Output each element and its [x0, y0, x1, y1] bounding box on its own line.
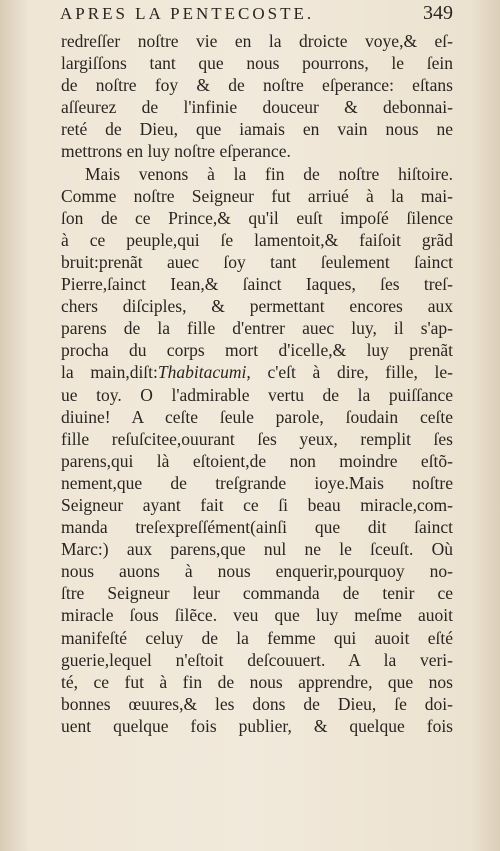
text-line: guerie,lequel n'eſtoit deſcouuert. A la veri-: [61, 649, 453, 670]
text-line: aſſeurez de l'infinie douceur & debonnai-: [61, 97, 453, 118]
page-header: [60, 2, 453, 28]
text-line: Seigneur ayant fait ce ſi beau miracle,com-: [61, 494, 453, 515]
text-line: manifeſté celuy de la femme qui auoit eſté: [61, 627, 453, 648]
running-title: APRES LA PENTECOSTE.: [60, 4, 315, 23]
text-line: à ce peuple,qui ſe lamentoit,& faiſoit grãd: [61, 229, 453, 250]
text-line: mettrons en luy noſtre eſperance.: [61, 141, 291, 162]
text-line: ſtre Seigneur leur commanda de tenir ce: [61, 583, 453, 604]
text-line: reté de Dieu, que iamais en vain nous ne: [61, 119, 453, 140]
text-line: Pierre,ſainct Iean,& ſainct Iaques, ſes treſ-: [61, 274, 453, 295]
text-line: bruit:prenãt auec ſoy tant ſeulement ſainct: [61, 251, 453, 272]
text-line: parens de la fille d'entrer auec luy, il s'ap-: [61, 318, 453, 339]
text-line-with-quote: [61, 361, 453, 383]
text-line-lead: la main,diſt:: [61, 362, 158, 383]
text-line: parens,qui là eſtoient,de non moindre eſtõ-: [61, 450, 453, 471]
text-line: redreſſer noſtre vie en la droicte voye,& eſ-: [61, 31, 453, 51]
text-line: fille reſuſcitee,ouurant ſes yeux, remplit ſes: [61, 428, 453, 449]
text-line: té, ce fut à fin de nous apprendre, que nos: [61, 671, 453, 692]
text-line: de noſtre foy & de noſtre eſperance: eſtans: [61, 75, 453, 96]
aramaic-quote: Thabitacumi,: [157, 362, 251, 383]
text-line: uent quelque fois publier, & quelque fois: [61, 715, 453, 736]
text-line: ue toy. O l'admirable vertu de la puiſſance: [61, 384, 453, 405]
page-number: 349: [423, 2, 453, 24]
paragraph-first-line: Mais venons à la fin de noſtre hiſtoire.: [85, 163, 453, 184]
text-line: diuine! A ceſte ſeule parole, ſoudain ceſte: [61, 406, 453, 427]
text-line: ſon de ce Prince,& qu'il euſt impoſé ſilence: [61, 207, 453, 228]
text-line: nous auons à nous enquerir,pourquoy no-: [61, 561, 453, 582]
text-line: nement,que de treſgrande ioye.Mais noſtre: [61, 472, 453, 493]
text-line: Comme noſtre Seigneur fut arriué à la mai-: [61, 185, 453, 206]
body-text: [61, 30, 453, 737]
text-line: bonnes œuures,& les dons de Dieu, ſe doi-: [61, 693, 453, 714]
text-line-rest: c'eſt à dire, fille, le-: [250, 362, 453, 383]
text-line: manda treſexpreſſément(ainſi que dit ſainct: [61, 517, 453, 538]
text-line: largiſſons tant que nous pourrons, le ſein: [61, 53, 453, 74]
text-line: miracle ſous ſilẽce. veu que luy meſme auoit: [61, 605, 453, 626]
text-line: chers diſciples, & permettant encores aux: [61, 296, 453, 317]
text-line: Marc:) aux parens,que nul ne le ſceuſt. Où: [61, 539, 453, 560]
text-line: procha du corps mort d'icelle,& luy prenãt: [61, 340, 453, 361]
